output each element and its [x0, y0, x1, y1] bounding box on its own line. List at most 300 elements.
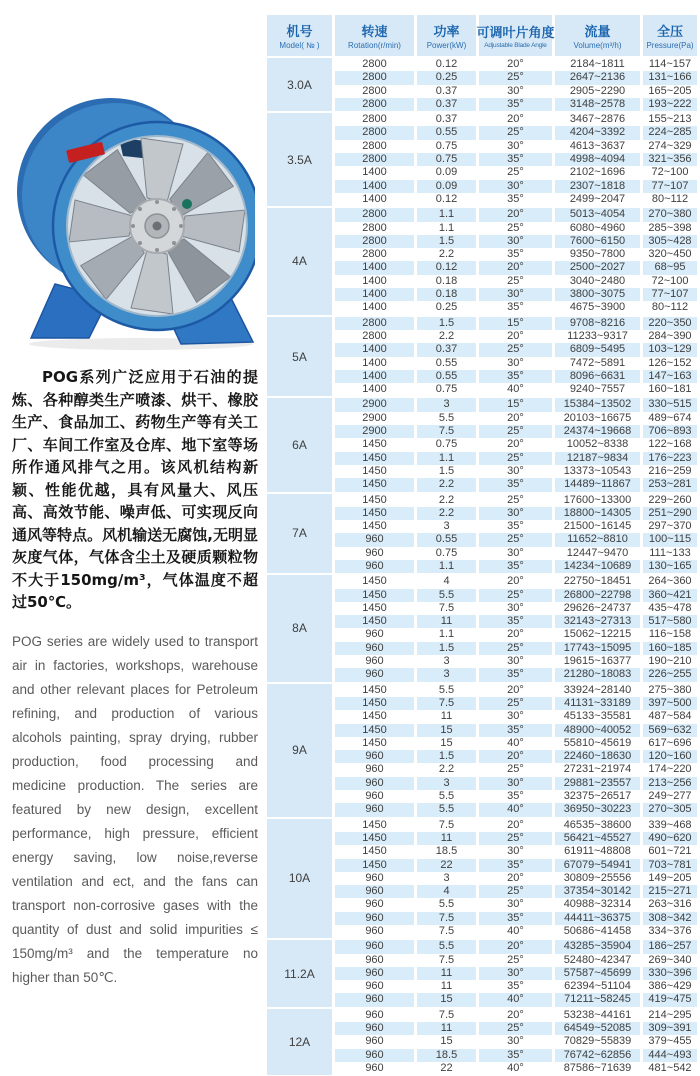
cell-rotation: 2800 — [335, 235, 417, 248]
cell-rotation: 1450 — [335, 478, 417, 491]
cell-angle: 25° — [479, 494, 555, 507]
cell-power: 0.55 — [417, 357, 479, 370]
table-row — [335, 248, 697, 261]
cell-rotation: 1450 — [335, 724, 417, 737]
cell-power: 11 — [417, 1022, 479, 1035]
cell-volume: 26800~22798 — [555, 589, 643, 602]
cell-pressure: 100~115 — [643, 533, 697, 546]
cell-power: 0.09 — [417, 180, 479, 193]
spec-table-body — [267, 58, 697, 1075]
cell-volume: 48900~40052 — [555, 724, 643, 737]
cell-power: 7.5 — [417, 912, 479, 925]
cell-power: 5.5 — [417, 940, 479, 953]
cell-angle: 20° — [479, 684, 555, 697]
cell-angle: 25° — [479, 425, 555, 438]
cell-volume: 22460~18630 — [555, 750, 643, 763]
cell-angle: 20° — [479, 438, 555, 451]
cell-volume: 17600~13300 — [555, 494, 643, 507]
cell-angle: 25° — [479, 589, 555, 602]
cell-power: 7.5 — [417, 425, 479, 438]
cell-volume: 52480~42347 — [555, 954, 643, 967]
cell-power: 5.5 — [417, 589, 479, 602]
cell-power: 0.12 — [417, 193, 479, 206]
model-cell: 6A — [267, 398, 335, 491]
table-row — [335, 301, 697, 314]
cell-volume: 11233~9317 — [555, 330, 643, 343]
cell-power: 7.5 — [417, 954, 479, 967]
cell-rotation: 960 — [335, 1022, 417, 1035]
spec-table-header — [267, 15, 697, 56]
cell-angle: 35° — [479, 520, 555, 533]
description-chinese: POG系列广泛应用于石油的提炼、各种醇类生产喷漆、烘干、橡胶生产、食品加工、药物生产等有关工厂、车间工作室及仓库、地下室等场所作通风排气之用。该风机结构新颖、性能优越，具有风量大、风压高、高效节能、噪声低、可实现反向通风等特点。风机输送无腐蚀,无明显灰度气体，气体含尘土及硬质颗粒物不大于150mg/m³，气体温度不超过50℃。 — [12, 368, 258, 611]
cell-rotation: 2800 — [335, 222, 417, 235]
cell-power: 0.12 — [417, 261, 479, 274]
spec-table — [267, 15, 697, 1076]
cell-power: 0.55 — [417, 370, 479, 383]
table-row — [335, 275, 697, 288]
cell-power: 1.1 — [417, 222, 479, 235]
cell-rotation: 1400 — [335, 180, 417, 193]
cell-power: 0.55 — [417, 126, 479, 139]
table-row — [335, 750, 697, 763]
cell-rotation: 1400 — [335, 301, 417, 314]
table-row — [335, 954, 697, 967]
table-row — [335, 615, 697, 628]
table-row — [335, 980, 697, 993]
model-group-8A — [267, 575, 697, 681]
cell-volume: 9350~7800 — [555, 248, 643, 261]
column-header-5 — [643, 15, 697, 56]
cell-power: 0.18 — [417, 275, 479, 288]
cell-power: 3 — [417, 655, 479, 668]
model-group-3.0A — [267, 58, 697, 111]
cell-rotation: 2900 — [335, 412, 417, 425]
cell-angle: 30° — [479, 85, 555, 98]
table-row — [335, 507, 697, 520]
table-row — [335, 193, 697, 206]
cell-angle: 25° — [479, 222, 555, 235]
cell-volume: 8096~6631 — [555, 370, 643, 383]
cell-angle: 20° — [479, 208, 555, 221]
table-row — [335, 1062, 697, 1075]
cell-power: 15 — [417, 737, 479, 750]
column-header-zh: 全压 — [656, 24, 683, 39]
table-row — [335, 208, 697, 221]
column-header-zh: 机号 — [286, 24, 313, 39]
cell-pressure: 435~478 — [648, 601, 692, 614]
cell-pressure: 269~340 — [648, 953, 692, 966]
cell-rotation: 1450 — [335, 494, 417, 507]
cell-pressure: 397~500 — [643, 697, 697, 710]
cell-pressure: 253~281 — [643, 478, 697, 491]
table-row — [335, 993, 697, 1006]
cell-rotation: 960 — [335, 533, 417, 546]
cell-rotation: 960 — [335, 940, 417, 953]
model-group-11.2A — [267, 940, 697, 1006]
cell-angle: 40° — [479, 925, 555, 938]
cell-rotation: 960 — [335, 547, 417, 560]
cell-power: 11 — [417, 980, 479, 993]
cell-pressure: 569~632 — [643, 724, 697, 737]
cell-angle: 30° — [479, 845, 555, 858]
cell-rotation: 1450 — [335, 465, 417, 478]
cell-angle: 25° — [479, 642, 555, 655]
model-cell: 12A — [267, 1009, 335, 1075]
cell-angle: 40° — [479, 1062, 555, 1075]
cell-rotation: 960 — [335, 872, 417, 885]
table-row — [335, 343, 697, 356]
model-cell: 9A — [267, 684, 335, 817]
cell-pressure: 517~580 — [643, 615, 697, 628]
cell-angle: 35° — [479, 1049, 555, 1062]
cell-angle: 30° — [479, 1035, 555, 1048]
cell-angle: 30° — [479, 357, 555, 370]
cell-volume: 71211~58245 — [555, 993, 643, 1006]
cell-power: 0.25 — [417, 71, 479, 84]
cell-rotation: 960 — [335, 1049, 417, 1062]
cell-volume: 2184~1811 — [555, 58, 643, 71]
table-row — [335, 845, 697, 858]
cell-rotation: 960 — [335, 777, 417, 790]
cell-pressure: 126~152 — [648, 356, 692, 369]
cell-volume: 4998~4094 — [555, 153, 643, 166]
cell-rotation: 960 — [335, 967, 417, 980]
cell-power: 0.37 — [417, 98, 479, 111]
column-header-en: Pressure(Pa) — [646, 41, 694, 50]
table-row — [335, 330, 697, 343]
cell-rotation: 960 — [335, 954, 417, 967]
table-row — [335, 925, 697, 938]
table-row — [335, 153, 697, 166]
table-row — [335, 898, 697, 911]
cell-volume: 57587~45699 — [555, 967, 643, 980]
cell-pressure: 297~370 — [648, 520, 692, 533]
cell-volume: 7600~6150 — [555, 235, 643, 248]
column-header-3 — [476, 15, 555, 56]
cell-rotation: 1450 — [335, 507, 417, 520]
cell-rotation: 1450 — [335, 438, 417, 451]
column-header-zh: 流量 — [584, 24, 611, 39]
cell-power: 2.2 — [417, 248, 479, 261]
cell-rotation: 960 — [335, 628, 417, 641]
table-row — [335, 575, 697, 588]
cell-rotation: 960 — [335, 925, 417, 938]
table-row — [335, 533, 697, 546]
cell-rotation: 2800 — [335, 208, 417, 221]
cell-volume: 4204~3392 — [555, 126, 643, 139]
column-header-en: Power(kW) — [426, 41, 467, 50]
table-row — [335, 724, 697, 737]
cell-power: 0.37 — [417, 85, 479, 98]
table-row — [335, 655, 697, 668]
cell-power: 5.5 — [417, 412, 479, 425]
cell-volume: 14234~10689 — [555, 560, 643, 573]
table-row — [335, 777, 697, 790]
cell-angle: 25° — [479, 452, 555, 465]
cell-pressure: 165~205 — [648, 84, 692, 97]
table-row — [335, 140, 697, 153]
cell-power: 1.5 — [417, 317, 479, 330]
cell-angle: 35° — [479, 790, 555, 803]
model-cell: 3.0A — [267, 58, 335, 111]
table-row — [335, 357, 697, 370]
column-header-en: Volume(m³/h) — [573, 41, 622, 50]
fan-motor-knob — [182, 199, 192, 209]
cell-volume: 61911~48808 — [555, 845, 643, 858]
model-group-10A — [267, 819, 697, 939]
cell-pressure: 339~468 — [648, 818, 692, 831]
cell-angle: 35° — [479, 668, 555, 681]
cell-angle: 30° — [479, 710, 555, 723]
cell-pressure: 77~107 — [643, 288, 697, 301]
cell-pressure: 80~112 — [651, 301, 689, 314]
table-row — [335, 520, 697, 533]
cell-angle: 35° — [479, 370, 555, 383]
table-row — [335, 1009, 697, 1022]
cell-angle: 35° — [479, 859, 555, 872]
cell-volume: 20103~16675 — [555, 412, 643, 425]
cell-rotation: 1400 — [335, 343, 417, 356]
column-header-zh: 可调叶片角度 — [476, 25, 555, 40]
cell-pressure: 77~107 — [643, 180, 697, 193]
cell-pressure: 270~380 — [643, 208, 697, 221]
cell-angle: 35° — [479, 980, 555, 993]
cell-pressure: 703~781 — [643, 859, 697, 872]
cell-angle: 40° — [479, 737, 555, 750]
cell-pressure: 80~112 — [651, 192, 689, 205]
cell-rotation: 960 — [335, 1009, 417, 1022]
cell-power: 3 — [417, 668, 479, 681]
cell-volume: 46535~38600 — [555, 819, 643, 832]
cell-volume: 2307~1818 — [555, 180, 643, 193]
cell-rotation: 1400 — [335, 166, 417, 179]
cell-volume: 19615~16377 — [555, 655, 643, 668]
cell-angle: 35° — [479, 560, 555, 573]
cell-pressure: 379~455 — [648, 1035, 692, 1048]
cell-rotation: 1450 — [335, 615, 417, 628]
cell-power: 11 — [417, 832, 479, 845]
table-row — [335, 697, 697, 710]
cell-rotation: 1400 — [335, 357, 417, 370]
cell-power: 5.5 — [417, 684, 479, 697]
table-row — [335, 370, 697, 383]
cell-angle: 20° — [479, 261, 555, 274]
cell-power: 11 — [417, 615, 479, 628]
cell-rotation: 1450 — [335, 710, 417, 723]
cell-power: 2.2 — [417, 507, 479, 520]
cell-volume: 29626~24737 — [555, 602, 643, 615]
cell-angle: 25° — [479, 697, 555, 710]
cell-pressure: 251~290 — [643, 507, 697, 520]
cell-volume: 32143~27313 — [555, 615, 643, 628]
cell-power: 15 — [417, 1035, 479, 1048]
cell-rotation: 960 — [335, 1035, 417, 1048]
table-row — [335, 737, 697, 750]
table-row — [335, 261, 697, 274]
table-row — [335, 885, 697, 898]
cell-volume: 3467~2876 — [555, 113, 643, 126]
table-row — [335, 465, 697, 478]
cell-volume: 24374~19668 — [555, 425, 643, 438]
cell-volume: 41131~33189 — [555, 697, 643, 710]
cell-rotation: 960 — [335, 898, 417, 911]
axial-fan-illustration — [15, 86, 255, 354]
table-row — [335, 1022, 697, 1035]
cell-rotation: 960 — [335, 803, 417, 816]
cell-angle: 30° — [479, 898, 555, 911]
cell-power: 1.5 — [417, 750, 479, 763]
cell-pressure: 114~157 — [648, 58, 692, 70]
cell-angle: 15° — [479, 317, 555, 330]
cell-power: 1.5 — [417, 465, 479, 478]
cell-volume: 12187~9834 — [555, 452, 643, 465]
cell-rotation: 2900 — [335, 425, 417, 438]
cell-power: 0.75 — [417, 153, 479, 166]
cell-volume: 56421~45527 — [555, 832, 643, 845]
cell-angle: 30° — [479, 235, 555, 248]
cell-pressure: 130~165 — [643, 560, 697, 573]
cell-rotation: 2800 — [335, 126, 417, 139]
cell-pressure: 174~220 — [648, 763, 692, 776]
cell-pressure: 103~129 — [643, 343, 697, 356]
column-header-zh: 转速 — [361, 24, 388, 39]
cell-rotation: 1400 — [335, 193, 417, 206]
cell-pressure: 334~376 — [648, 925, 692, 937]
cell-power: 3 — [417, 872, 479, 885]
cell-angle: 30° — [479, 655, 555, 668]
cell-power: 3 — [417, 398, 479, 411]
model-group-7A — [267, 494, 697, 574]
cell-angle: 30° — [479, 465, 555, 478]
cell-pressure: 72~100 — [651, 166, 689, 179]
cell-power: 7.5 — [417, 1009, 479, 1022]
cell-rotation: 1400 — [335, 383, 417, 396]
table-row — [335, 642, 697, 655]
cell-power: 11 — [417, 967, 479, 980]
cell-rotation: 1450 — [335, 819, 417, 832]
cell-pressure: 270~305 — [643, 803, 697, 816]
cell-power: 1.1 — [417, 452, 479, 465]
cell-rotation: 960 — [335, 668, 417, 681]
cell-angle: 25° — [479, 954, 555, 967]
cell-volume: 15062~12215 — [555, 628, 643, 641]
cell-volume: 6080~4960 — [555, 222, 643, 235]
cell-pressure: 706~893 — [643, 425, 697, 438]
cell-volume: 37354~30142 — [555, 885, 643, 898]
model-cell: 4A — [267, 208, 335, 314]
cell-rotation: 1400 — [335, 370, 417, 383]
cell-volume: 50686~41458 — [555, 925, 643, 938]
cell-rotation: 2800 — [335, 71, 417, 84]
cell-volume: 55810~45619 — [555, 737, 643, 750]
table-row — [335, 412, 697, 425]
cell-angle: 25° — [479, 71, 555, 84]
cell-angle: 20° — [479, 819, 555, 832]
cell-volume: 36950~30223 — [555, 803, 643, 816]
cell-angle: 35° — [479, 193, 555, 206]
table-row — [335, 819, 697, 832]
cell-volume: 30809~25556 — [555, 872, 643, 885]
cell-volume: 2499~2047 — [555, 193, 643, 206]
cell-rotation: 1450 — [335, 684, 417, 697]
cell-angle: 30° — [479, 288, 555, 301]
cell-volume: 40988~32314 — [555, 898, 643, 911]
table-row — [335, 317, 697, 330]
cell-angle: 35° — [479, 478, 555, 491]
table-row — [335, 478, 697, 491]
cell-power: 7.5 — [417, 925, 479, 938]
cell-rotation: 2900 — [335, 398, 417, 411]
cell-power: 22 — [417, 859, 479, 872]
column-header-0 — [267, 15, 335, 56]
cell-power: 3 — [417, 777, 479, 790]
table-row — [335, 58, 697, 71]
cell-angle: 20° — [479, 940, 555, 953]
cell-pressure: 308~342 — [643, 912, 697, 925]
table-row — [335, 859, 697, 872]
cell-rotation: 960 — [335, 560, 417, 573]
cell-power: 0.18 — [417, 288, 479, 301]
cell-angle: 20° — [479, 330, 555, 343]
cell-volume: 45133~35581 — [555, 710, 643, 723]
cell-angle: 35° — [479, 912, 555, 925]
table-row — [335, 684, 697, 697]
column-header-2 — [417, 15, 479, 56]
table-row — [335, 398, 697, 411]
table-row — [335, 85, 697, 98]
cell-volume: 17743~15095 — [555, 642, 643, 655]
model-group-4A — [267, 208, 697, 314]
column-header-1 — [335, 15, 417, 56]
cell-pressure: 601~721 — [648, 845, 692, 858]
cell-rotation: 1450 — [335, 859, 417, 872]
cell-angle: 20° — [479, 58, 555, 71]
cell-power: 0.75 — [417, 140, 479, 153]
table-row — [335, 452, 697, 465]
cell-volume: 7472~5891 — [555, 357, 643, 370]
table-row — [335, 166, 697, 179]
cell-pressure: 214~295 — [648, 1008, 692, 1021]
table-row — [335, 288, 697, 301]
cell-volume: 4675~3900 — [555, 301, 643, 314]
cell-angle: 35° — [479, 724, 555, 737]
cell-angle: 40° — [479, 803, 555, 816]
cell-pressure: 193~222 — [643, 98, 697, 111]
table-row — [335, 383, 697, 396]
cell-power: 18.5 — [417, 1049, 479, 1062]
table-row — [335, 668, 697, 681]
cell-power: 0.75 — [417, 438, 479, 451]
cell-angle: 20° — [479, 113, 555, 126]
cell-pressure: 487~584 — [648, 710, 692, 723]
cell-pressure: 274~329 — [648, 139, 692, 152]
cell-rotation: 960 — [335, 980, 417, 993]
cell-rotation: 960 — [335, 750, 417, 763]
cell-power: 0.37 — [417, 113, 479, 126]
cell-volume: 13373~10543 — [555, 465, 643, 478]
cell-volume: 3148~2578 — [555, 98, 643, 111]
cell-pressure: 160~181 — [648, 383, 692, 396]
cell-angle: 25° — [479, 126, 555, 139]
cell-rotation: 1450 — [335, 589, 417, 602]
cell-volume: 15384~13502 — [555, 398, 643, 411]
cell-power: 0.55 — [417, 533, 479, 546]
cell-volume: 2102~1696 — [555, 166, 643, 179]
cell-pressure: 147~163 — [643, 370, 697, 383]
cell-rotation: 960 — [335, 885, 417, 898]
cell-pressure: 111~133 — [649, 546, 691, 559]
table-row — [335, 126, 697, 139]
